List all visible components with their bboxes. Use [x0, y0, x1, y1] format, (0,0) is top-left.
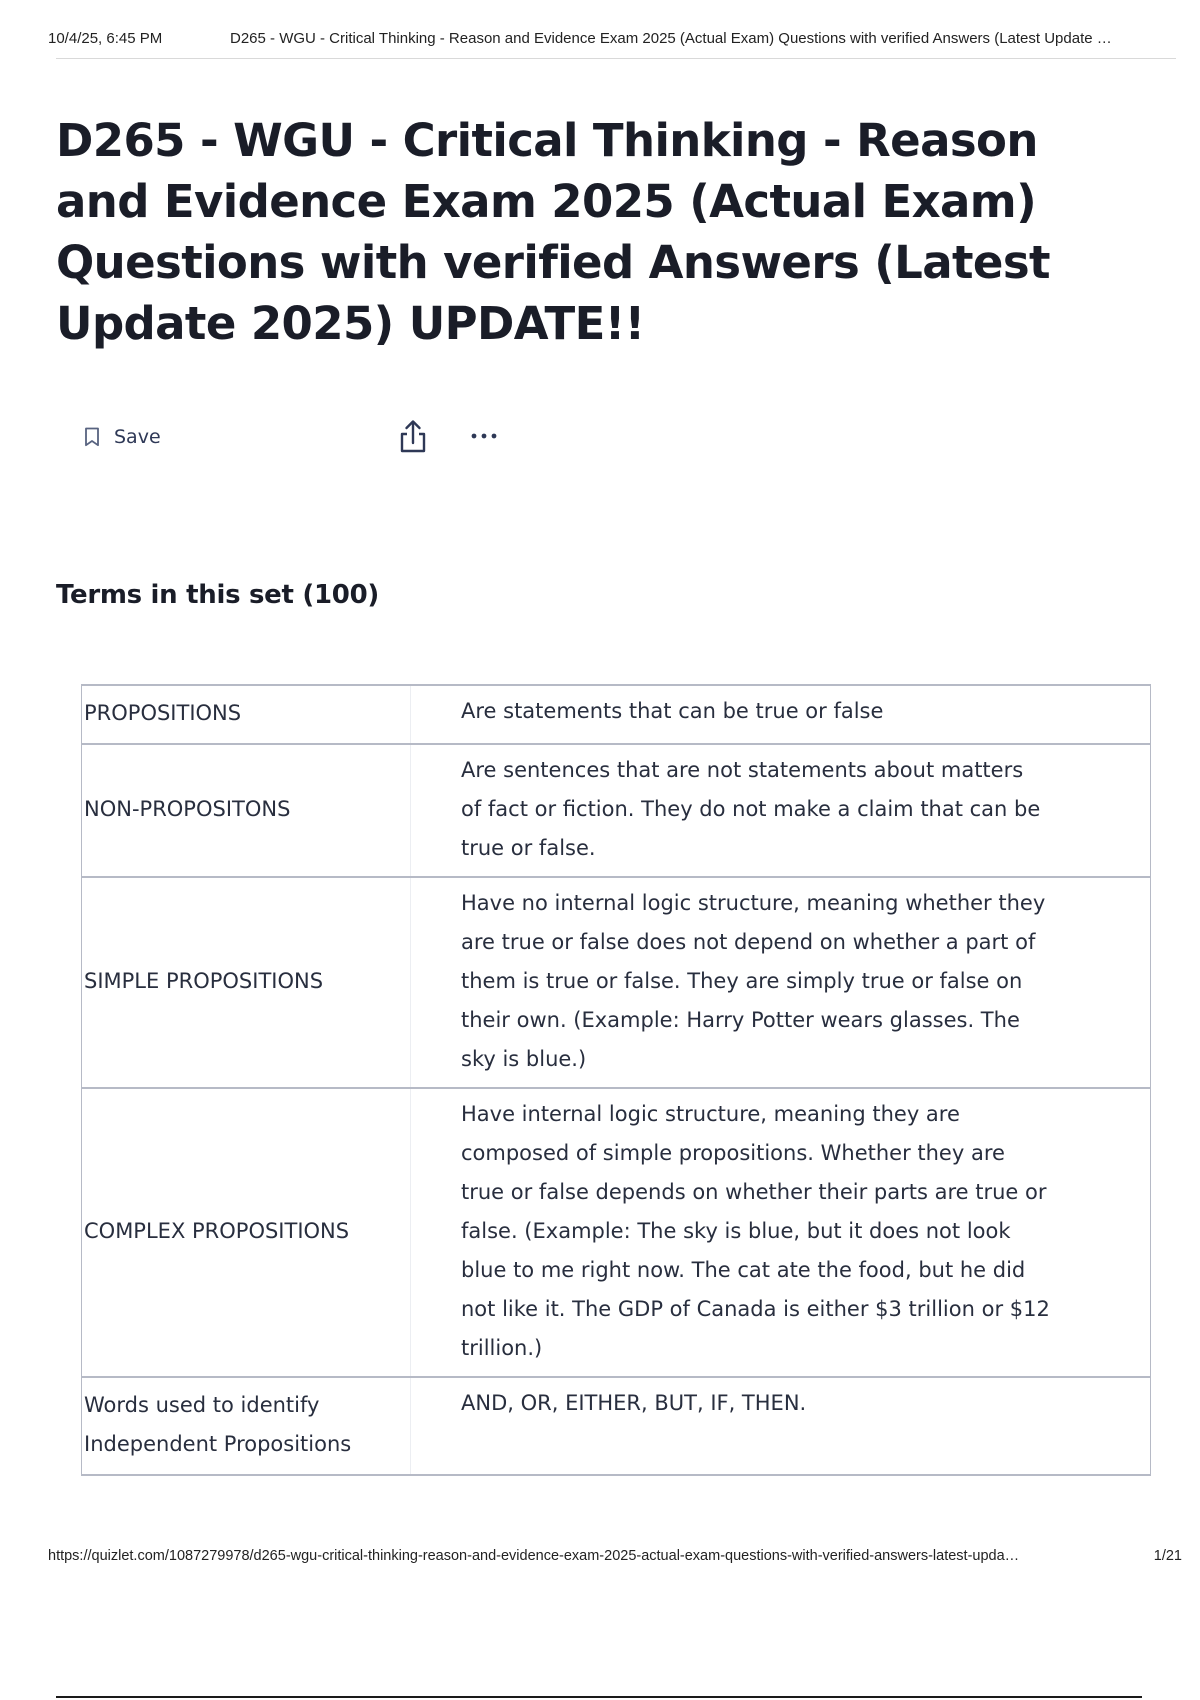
header-divider — [56, 58, 1176, 59]
page-number: 1/21 — [1153, 1548, 1182, 1564]
term-cell: PROPOSITIONS — [82, 685, 411, 744]
term-cell: COMPLEX PROPOSITIONS — [82, 1088, 411, 1377]
print-footer — [48, 1548, 1188, 1572]
share-button[interactable] — [396, 418, 430, 454]
print-date: 10/4/25, 6:45 PM — [48, 30, 163, 47]
definition-cell: Have internal logic structure, meaning they are composed of simple propositions. Whether they are true or false depends on whether their parts are true or false. (Example: The sky is blue, but it does not look blue to me right now. The cat ate the food, but he did not like it. The GDP of Canada is either $3 trillion or $12 trillion.) — [411, 1088, 1151, 1377]
print-header — [48, 28, 1178, 58]
definition-cell: Are sentences that are not statements about matters of fact or fiction. They do not make a claim that can be true or false. — [411, 744, 1151, 877]
term-cell: NON-PROPOSITONS — [82, 744, 411, 877]
term-cell: SIMPLE PROPOSITIONS — [82, 877, 411, 1088]
page-title: D265 - WGU - Critical Thinking - Reason and Evidence Exam 2025 (Actual Exam) Questions with verified Answers (Latest Update 2025) UPDATE!! — [56, 114, 1050, 350]
share-icon — [396, 418, 430, 454]
term-row — [82, 685, 1151, 744]
bottom-divider — [56, 1696, 1142, 1698]
definition-cell: AND, OR, EITHER, BUT, IF, THEN. — [411, 1377, 1151, 1475]
save-button[interactable] — [84, 422, 161, 452]
terms-table — [81, 684, 1151, 1476]
set-toolbar — [84, 418, 524, 458]
more-options-button[interactable] — [466, 422, 502, 450]
terms-heading: Terms in this set (100) — [56, 580, 379, 610]
definition-cell: Are statements that can be true or false — [411, 685, 1151, 744]
more-horizontal-icon — [466, 422, 502, 450]
print-doc-title: D265 - WGU - Critical Thinking - Reason and Evidence Exam 2025 (Actual Exam) Questions with verified Answers (Latest Update … — [230, 30, 1112, 47]
term-cell: Words used to identify Independent Propositions — [82, 1377, 411, 1475]
print-url: https://quizlet.com/1087279978/d265-wgu-critical-thinking-reason-and-evidence-exam-2025-actual-exam-questions-with-verified-answers-latest-upda… — [48, 1548, 1020, 1564]
term-row — [82, 877, 1151, 1088]
definition-cell: Have no internal logic structure, meaning whether they are true or false does not depend on whether a part of them is true or false. They are simply true or false on their own. (Example: Harry Potter wears glasses. The sky is blue.) — [411, 877, 1151, 1088]
term-row — [82, 1377, 1151, 1475]
term-row — [82, 1088, 1151, 1377]
save-label: Save — [114, 426, 161, 448]
bookmark-icon — [84, 427, 100, 447]
term-row — [82, 744, 1151, 877]
